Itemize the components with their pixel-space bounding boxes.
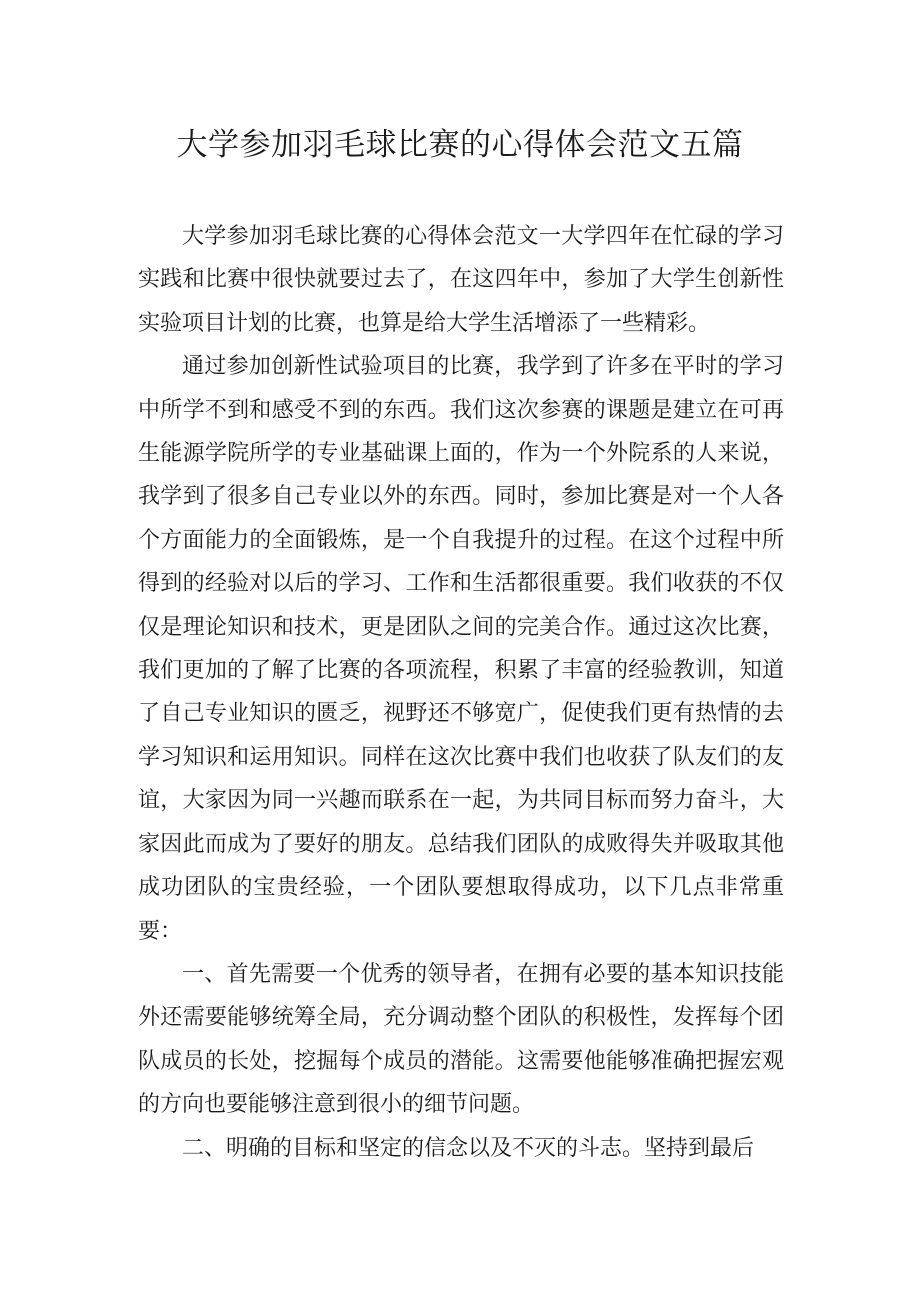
document-title: 大学参加羽毛球比赛的心得体会范文五篇: [176, 127, 744, 163]
document-body: [138, 215, 784, 1170]
paragraph-point-two: 二、明确的目标和坚定的信念以及不灭的斗志。坚持到最后: [182, 1135, 755, 1161]
paragraph-experience: 通过参加创新性试验项目的比赛，我学到了许多在平时的学习中所学不到和感受不到的东西。我们这次参赛的课题是建立在可再生能源学院所学的专业基础课上面的，作为一个外院系的人来说，我学到了很多自己专业以外的东西。同时，参加比赛是对一个人各个方面能力的全面锻炼，是一个自我提升的过程。在这个过程中所得到的经验对以后的学习、工作和生活都很重要。我们收获的不仅仅是理论知识和技术，更是团队之间的完美合作。通过这次比赛，我们更加的了解了比赛的各项流程，积累了丰富的经验教训，知道了自己专业知识的匮乏，视野还不够宽广，促使我们更有热情的去学习知识和运用知识。同样在这次比赛中我们也收获了队友们的友谊，大家因为同一兴趣而联系在一起，为共同目标而努力奋斗，大家因此而成为了要好的朋友。总结我们团队的成败得失并吸取其他成功团队的宝贵经验，一个团队要想取得成功，以下几点非常重要：: [138, 354, 784, 944]
paragraph-intro: 大学参加羽毛球比赛的心得体会范文一大学四年在忙碌的学习实践和比赛中很快就要过去了，在这四年中，参加了大学生创新性实验项目计划的比赛，也算是给大学生活增添了一些精彩。: [138, 224, 784, 336]
paragraph-point-one: 一、首先需要一个优秀的领导者，在拥有必要的基本知识技能外还需要能够统筹全局，充分调动整个团队的积极性，发挥每个团队成员的长处，挖掘每个成员的潜能。这需要他能够准确把握宏观的方向也要能够注意到很小的细节问题。: [138, 961, 784, 1118]
